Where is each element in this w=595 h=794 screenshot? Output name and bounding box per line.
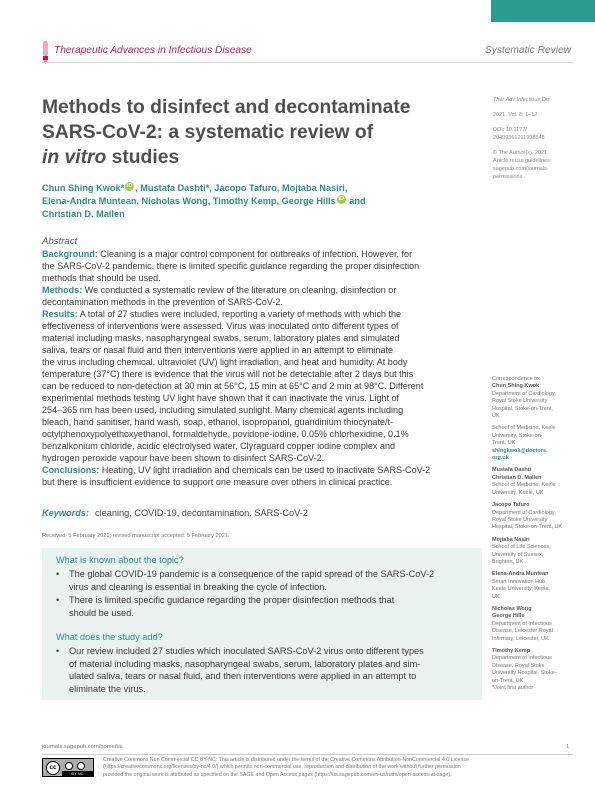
- bullet-line: should be used.: [69, 607, 134, 618]
- abstract-line: temperature (37°C) there is evidence that the virus will not be detectable after 2 days but this: [42, 369, 414, 379]
- license-line: (https://creativecommons.org/licenses/by-nc/4.0/) which permits non-commercial use, reproduction and distribution of the work without further permission: [103, 764, 461, 771]
- affil-line: Disease, Leicester Royal: [492, 628, 553, 635]
- cc-license-icon[interactable]: [42, 758, 94, 777]
- authors-line-2: [42, 195, 442, 208]
- abstract-heading: Abstract: [42, 236, 78, 247]
- abstract-line: but there is insufficient evidence to support one measure over others in clinical practice.: [42, 477, 393, 487]
- affil-name: Mojtaba Nasiri: [492, 536, 530, 543]
- affil-line: University, Stoke-on-: [492, 432, 543, 439]
- title-line-3: [42, 145, 442, 170]
- reuse-line-3[interactable]: permissions: [493, 174, 523, 180]
- affil-name: Nicholas Wong: [492, 605, 532, 612]
- authors-line-3: Christian D. Mallen: [42, 209, 125, 219]
- abstract-text: Cleaning is a major control component for outbreaks of infection. However, for: [97, 249, 413, 259]
- doi-line-1[interactable]: DOI: 10.1177/: [493, 127, 527, 133]
- cc-bar-label: BY NC: [62, 771, 93, 777]
- email-link[interactable]: shingkwok@doctors.: [492, 447, 548, 454]
- reuse-line-2[interactable]: sagepub.com/journals-: [493, 166, 549, 172]
- methods-label: Methods:: [42, 285, 83, 295]
- abstract-line: octylphenoxypolyethoxyethanol, formaldehyde, povidone-iodine, 0.05% chlorhexidine, 0.1%: [42, 429, 409, 439]
- authors-line-1: [42, 182, 442, 195]
- affil-line: University, Keele, UK: [492, 489, 544, 496]
- affil-line: Brighton, UK: [492, 558, 524, 565]
- title-line-1: Methods to disinfect and decontaminate: [42, 97, 411, 118]
- affil-line: Trent, UK: [492, 440, 516, 447]
- affil-line: Department of Infectious: [492, 655, 552, 662]
- pen-icon: [42, 41, 49, 64]
- bullet-line: of material including masks, nasopharyngeal swabs, serum, laboratory plates and sim-: [69, 658, 421, 669]
- abstract-line: experimental methods testing UV light have shown that it can inactivate the virus. Light of: [42, 393, 400, 403]
- abstract-line: 254–365 nm has been used, including simulated sunlight. Many chemical agents including: [42, 405, 404, 415]
- footer-divider: [42, 754, 573, 755]
- affil-line: Keele University, Keele,: [492, 586, 550, 593]
- abstract-line: can be reduced to non-detection at 30 min at 56°C, 15 min at 65°C and 2 min at 98°C. Different: [42, 381, 424, 391]
- affil-line: Department of Cardiology,: [492, 390, 556, 397]
- bullet-line: The global COVID-19 pandemic is a consequence of the rapid spread of the SARS-CoV-2: [69, 569, 435, 579]
- keywords-label: Keywords:: [42, 508, 89, 518]
- abstract-line: the SARS-CoV-2 pandemic, there is limited specific guidance regarding the proper disinfection: [42, 261, 420, 271]
- bullet-line: eliminate the virus.: [69, 683, 146, 694]
- article-type: Systematic Review: [484, 45, 571, 56]
- author-list: [42, 182, 442, 221]
- affil-line: Royal Stoke University: [492, 398, 548, 405]
- bullet-line: virus and cleaning is essential in breaking the cycle of infection.: [69, 581, 327, 592]
- affil-line: on-Trent, UK: [492, 677, 524, 684]
- affil-line: School of Medicine, Keele: [492, 425, 556, 432]
- page-number: 1: [566, 744, 570, 750]
- email-link[interactable]: org.uk: [492, 455, 509, 462]
- author-kwok: Chun Shing Kwok*: [42, 183, 125, 193]
- journal-abbrev: Ther Adv Infectious Dis: [493, 97, 550, 103]
- corr-label: Correspondence to:: [492, 376, 541, 382]
- bullet-line: Our review included 27 studies which inoculated SARS-CoV-2 virus onto different types: [69, 646, 424, 656]
- authors-line-2-text: Elena-Andra Muntean, Nicholas Wong, Timothy Kemp, George Hills: [42, 196, 336, 206]
- conclusions-label: Conclusions:: [42, 465, 100, 475]
- affil-line: Hospital, Stoke-on-Trent, UK: [492, 524, 563, 531]
- bullet-line: There is limited specific guidance regarding the proper disinfection methods that: [69, 595, 395, 605]
- keywords: [42, 508, 482, 518]
- results-label: Results:: [42, 309, 78, 319]
- background-label: Background:: [42, 249, 98, 259]
- affil-line: Department of Infectious: [492, 620, 552, 627]
- header-divider: [42, 62, 573, 63]
- abstract-line: [42, 308, 480, 320]
- known-heading: What is known about the topic?: [56, 555, 184, 565]
- joint-author-note: *Joint first author: [492, 685, 534, 692]
- reuse-line-1: Article reuse guidelines:: [493, 158, 552, 164]
- affil-line: School of Medicine, Keele: [492, 482, 556, 489]
- bullet-line: ulated saliva, tears or nasal fluid, and then interventions were applied in an attempt to: [69, 671, 417, 681]
- added-heading: What does the study add?: [56, 632, 163, 642]
- affil-name: Timothy Kemp: [492, 648, 531, 654]
- abstract-line: [42, 284, 480, 296]
- article-meta: [493, 96, 573, 181]
- keywords-text: cleaning, COVID-19, decontamination, SARS-CoV-2: [94, 508, 308, 518]
- license-text: [103, 757, 575, 779]
- abstract-line: saliva, tears or nasal fluid and then interventions were applied in an attempt to eliminate: [42, 345, 394, 355]
- citation: 2021, Vol. 8: 1–12: [493, 112, 538, 118]
- abstract-line: benzalkonium chloride, acidic electrolysed water, Clyraguard copper iodine complex and: [42, 441, 396, 451]
- affil-line: University of Sussex,: [492, 551, 544, 558]
- received-dates: Received: 5 February 2021; revised manuscript accepted: 5 February 2021.: [42, 533, 230, 539]
- title-rest: studies: [106, 147, 180, 168]
- abstract-line: [42, 248, 480, 260]
- orcid-icon[interactable]: iD: [126, 183, 133, 189]
- known-bullet-2: [56, 594, 476, 619]
- affiliations-sidebar: [492, 376, 574, 692]
- authors-and: and: [346, 196, 366, 206]
- authors-line-1-rest: , Mustafa Dashti*, Jacopo Tafuro, Mojtaba Nasiri,: [135, 183, 348, 193]
- abstract-line: [42, 464, 480, 476]
- license-line: Creative Commons Non Commercial CC BY-NC: This article is distributed under the terms of the Creative Commons Attribution-NonCommercial 4.0 License: [103, 757, 469, 763]
- bullet-icon: •: [56, 646, 60, 656]
- abstract-line: methods that should be used.: [42, 273, 161, 283]
- abstract-line: material including masks, nasopharyngeal swabs, serum, laboratory plates and simulated: [42, 333, 400, 343]
- affil-line: UK: [492, 413, 500, 420]
- abstract-line: bleach, hand sanitiser, hand wash, soap, ethanol, isopropanol, guandinium thiocynate/t-: [42, 417, 394, 427]
- affil-line: Infirmary, Leicester, UK: [492, 635, 549, 642]
- title-italic: in vitro: [42, 147, 107, 168]
- affil-line: Disease, Royal Stoke: [492, 662, 545, 669]
- abstract-line: the virus including chemical, ultraviolet (UV) light irradiation, and heat and humidity. At body: [42, 357, 408, 367]
- abstract-line: decontamination methods in the prevention of SARS-CoV-2.: [42, 297, 283, 307]
- affil-line: Royal Stoke University: [492, 516, 548, 523]
- doi-line-2[interactable]: 20499361211998548: [493, 135, 545, 141]
- affil-name: Elena-Andra Muntean: [492, 571, 549, 578]
- abstract-text: Heating, UV light irradiation and chemicals can be used to inactivate SARS-CoV-2: [99, 465, 431, 475]
- orcid-icon[interactable]: iD: [338, 196, 344, 202]
- key-points-box: [42, 548, 482, 700]
- cc-symbol: cc: [46, 761, 60, 775]
- affil-line: University Hospital, Stoke-: [492, 670, 557, 677]
- abstract-line: hydrogen peroxide vapour have been shown to disinfect SARS-CoV-2.: [42, 453, 325, 463]
- corner-accent-tab: [491, 0, 595, 22]
- license-line: provided the original work is attributed as specified on the SAGE and Open Access pages (https://us.sagepub.com/en-us/nam/open-access-at-sage).: [103, 771, 452, 778]
- affil-name: George Hills: [492, 613, 525, 620]
- abstract-body: [42, 248, 480, 488]
- affil-name: Mustafa Dashti: [492, 467, 532, 474]
- by-icon: [65, 762, 73, 770]
- bullet-icon: •: [56, 595, 60, 605]
- journal-url[interactable]: journals.sagepub.com/home/tai: [42, 744, 123, 750]
- abstract-text: A total of 27 studies were included, reporting a variety of methods with which the: [77, 309, 402, 319]
- abstract-line: effectiveness of interventions were assessed. Virus was inoculated onto different types of: [42, 321, 399, 331]
- affil-name: Jacopo Tafuro: [492, 502, 530, 509]
- article-title: [42, 95, 442, 170]
- affil-name: Christian D. Mallen: [492, 474, 542, 481]
- affil-line: Hospital, Stoke-on-Trent,: [492, 405, 553, 412]
- affil-line: Department of Cardiology,: [492, 509, 556, 516]
- known-bullet-1: [56, 568, 476, 593]
- corr-name: Chun Shing Kwok: [492, 383, 540, 390]
- journal-name: Therapeutic Advances in Infectious Disease: [54, 45, 252, 56]
- bullet-icon: •: [56, 569, 60, 579]
- copyright: © The Author(s), 2021.: [493, 150, 549, 156]
- nc-icon: [77, 762, 85, 770]
- affil-line: UK: [492, 593, 500, 600]
- affil-line: Smart Innovation Hub,: [492, 578, 547, 585]
- abstract-text: We conducted a systematic review of the literature on cleaning, disinfection or: [82, 285, 397, 295]
- title-line-2: SARS-CoV-2: a systematic review of: [42, 122, 374, 143]
- affil-line: School of Life Sciences,: [492, 544, 551, 551]
- added-bullet-1: [56, 645, 476, 695]
